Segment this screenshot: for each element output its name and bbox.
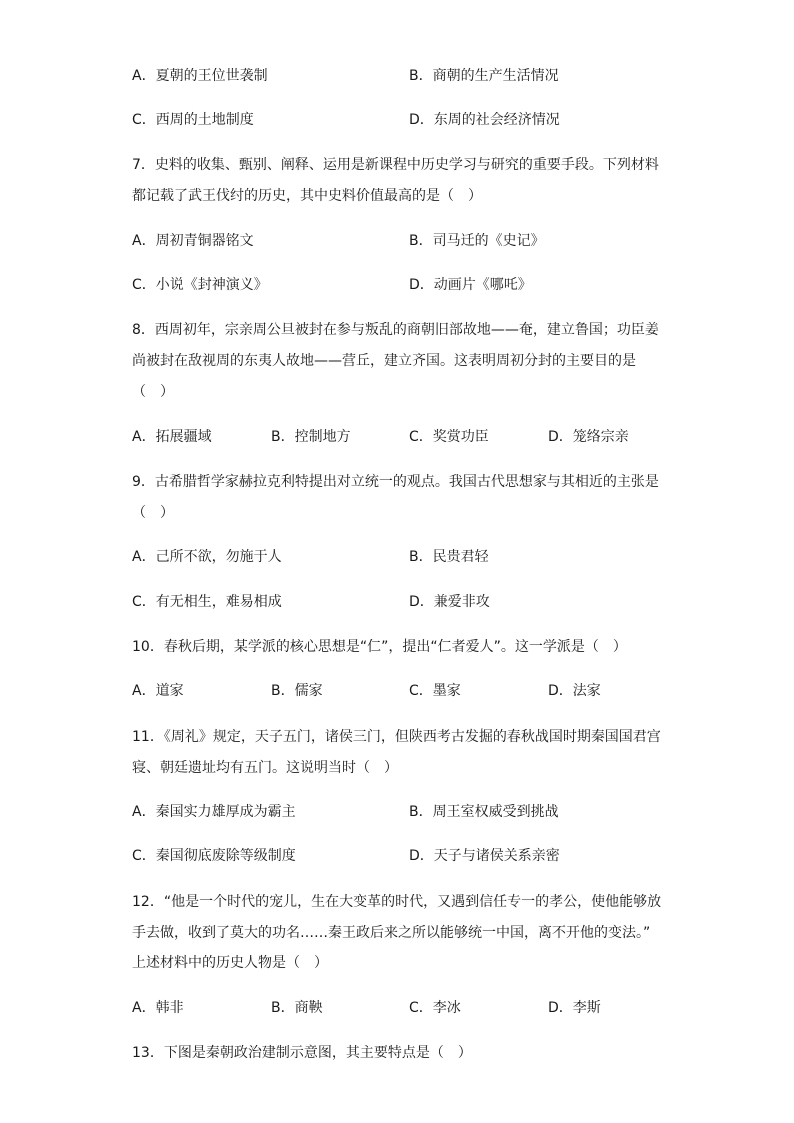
q12-option-d: D．李斯 <box>548 1000 601 1016</box>
q8-stem-line-3: （ ） <box>132 384 174 400</box>
q9-option-b: B．民贵君轻 <box>409 549 489 565</box>
q11-option-b: B．周王室权威受到挑战 <box>409 804 559 820</box>
q6-option-c: C．西周的土地制度 <box>132 112 254 128</box>
q8-option-a: A．拓展疆域 <box>132 429 212 445</box>
q8-option-d: D．笼络宗亲 <box>548 429 629 445</box>
q7-option-c: C．小说《封神演义》 <box>132 277 268 293</box>
q11-option-d: D．天子与诸侯关系亲密 <box>409 848 560 864</box>
q13-stem-line-1: 13．下图是秦朝政治建制示意图，其主要特点是（ ） <box>132 1045 472 1061</box>
q7-stem-line-2: 都记载了武王伐纣的历史，其中史料价值最高的是（ ） <box>132 188 482 204</box>
q6-option-a: A．夏朝的王位世袭制 <box>132 68 268 84</box>
q8-option-b: B．控制地方 <box>271 429 351 445</box>
q12-option-b: B．商鞅 <box>271 1000 323 1016</box>
q11-stem-line-2: 寝、朝廷遗址均有五门。这说明当时（ ） <box>132 760 398 776</box>
q8-stem-line-1: 8．西周初年，宗亲周公旦被封在参与叛乱的商朝旧部故地——奄，建立鲁国；功臣姜 <box>132 322 659 338</box>
q11-option-a: A．秦国实力雄厚成为霸主 <box>132 804 296 820</box>
q10-option-d: D．法家 <box>548 683 601 699</box>
q8-stem-line-2: 尚被封在敌视周的东夷人故地——营丘，建立齐国。这表明周初分封的主要目的是 <box>132 353 636 369</box>
q7-option-b: B．司马迁的《史记》 <box>409 233 545 249</box>
q12-stem-line-3: 上述材料中的历史人物是（ ） <box>132 955 328 971</box>
q9-stem-line-1: 9．古希腊哲学家赫拉克利特提出对立统一的观点。我国古代思想家与其相近的主张是 <box>132 474 659 490</box>
q11-stem-line-1: 11．《周礼》规定，天子五门，诸侯三门，但陕西考古发掘的春秋战国时期秦国国君宫 <box>132 729 661 745</box>
q7-stem-line-1: 7．史料的收集、甄别、阐释、运用是新课程中历史学习与研究的重要手段。下列材料 <box>132 157 659 173</box>
q9-option-d: D．兼爱非攻 <box>409 594 490 610</box>
q7-option-d: D．动画片《哪吒》 <box>409 277 532 293</box>
q6-option-b: B．商朝的生产生活情况 <box>409 68 559 84</box>
q9-option-a: A．己所不欲，勿施于人 <box>132 549 282 565</box>
q9-option-c: C．有无相生，难易相成 <box>132 594 282 610</box>
q10-option-a: A．道家 <box>132 683 184 699</box>
q10-option-c: C．墨家 <box>409 683 461 699</box>
q9-stem-line-2: （ ） <box>132 505 174 521</box>
q12-stem-line-2: 手去做，收到了莫大的功名……秦王政后来之所以能够统一中国，离不开他的变法。” <box>132 925 651 941</box>
q7-option-a: A．周初青铜器铭文 <box>132 233 254 249</box>
q8-option-c: C．奖赏功臣 <box>409 429 489 445</box>
q10-stem-line-1: 10．春秋后期，某学派的核心思想是“仁”，提出“仁者爱人”。这一学派是（ ） <box>132 639 627 655</box>
q12-stem-line-1: 12．“他是一个时代的宠儿，生在大变革的时代，又遇到信任专一的孝公，使他能够放 <box>132 894 662 910</box>
q6-option-d: D．东周的社会经济情况 <box>409 112 560 128</box>
q11-option-c: C．秦国彻底废除等级制度 <box>132 848 296 864</box>
q12-option-c: C．李冰 <box>409 1000 461 1016</box>
q12-option-a: A．韩非 <box>132 1000 184 1016</box>
q10-option-b: B．儒家 <box>271 683 323 699</box>
